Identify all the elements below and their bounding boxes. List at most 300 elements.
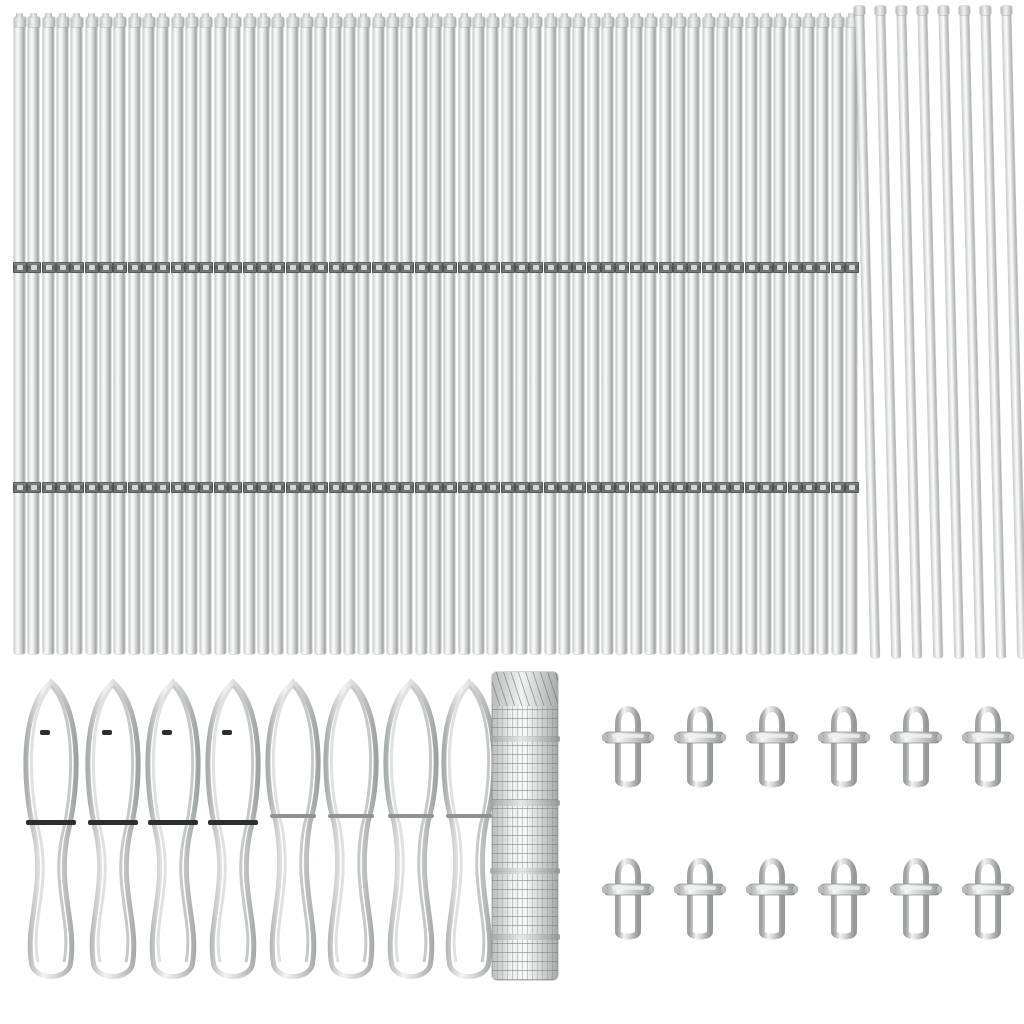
post-clip <box>243 262 257 273</box>
post-tip <box>274 13 281 18</box>
post-clip <box>630 482 644 493</box>
post-clip <box>831 262 845 273</box>
post-clip <box>400 482 414 493</box>
post-clip <box>687 262 701 273</box>
post-cap <box>258 17 270 27</box>
brace-cap <box>896 6 907 15</box>
brace-post <box>918 14 943 658</box>
post-clip <box>113 482 127 493</box>
post-clip <box>845 262 859 273</box>
post-cap <box>459 17 471 27</box>
post-cap <box>516 17 528 27</box>
brace-post <box>855 14 880 658</box>
fence-post <box>502 26 513 654</box>
post-tip <box>16 13 23 18</box>
post-cap <box>186 17 198 27</box>
post-tip <box>317 13 324 18</box>
post-cap <box>789 17 801 27</box>
fence-post <box>588 26 599 654</box>
post-cap <box>602 17 614 27</box>
fence-post <box>473 26 484 654</box>
post-clip <box>286 482 300 493</box>
post-tip <box>159 13 166 18</box>
fence-post <box>559 26 570 654</box>
post-cap <box>616 17 628 27</box>
post-clip <box>429 262 443 273</box>
post-tip <box>332 13 339 18</box>
fence-post <box>760 26 771 654</box>
fence-post <box>86 26 97 654</box>
strainer-clamp <box>886 694 946 790</box>
post-tip <box>188 13 195 18</box>
post-tip <box>418 13 425 18</box>
fence-post <box>602 26 613 654</box>
post-clip <box>702 262 716 273</box>
fence-post <box>57 26 68 654</box>
post-clip <box>429 482 443 493</box>
strainer-clamp <box>814 694 874 790</box>
fence-post <box>803 26 814 654</box>
fence-post <box>200 26 211 654</box>
post-clip <box>443 482 457 493</box>
fence-post <box>674 26 685 654</box>
post-tip <box>131 13 138 18</box>
fence-post <box>717 26 728 654</box>
post-tip <box>432 13 439 18</box>
wire-coil <box>18 674 84 984</box>
post-cap <box>645 17 657 27</box>
post-clip <box>372 262 386 273</box>
post-cap <box>717 17 729 27</box>
post-cap <box>344 17 356 27</box>
post-clip <box>816 482 830 493</box>
post-clip <box>601 262 615 273</box>
post-tip <box>719 13 726 18</box>
post-tip <box>590 13 597 18</box>
post-cap <box>373 17 385 27</box>
post-clip <box>615 482 629 493</box>
post-clip <box>386 262 400 273</box>
post-clip <box>845 482 859 493</box>
fence-post <box>287 26 298 654</box>
post-tip <box>575 13 582 18</box>
post-tip <box>633 13 640 18</box>
fence-post <box>817 26 828 654</box>
fence-post <box>215 26 226 654</box>
post-clip <box>142 482 156 493</box>
fence-post <box>459 26 470 654</box>
post-clip <box>572 262 586 273</box>
post-clip <box>128 482 142 493</box>
post-clip <box>587 482 601 493</box>
post-clip <box>443 262 457 273</box>
fence-post <box>530 26 541 654</box>
post-clip <box>400 262 414 273</box>
fence-post <box>703 26 714 654</box>
fence-post <box>100 26 111 654</box>
strainer-clamp <box>958 694 1018 790</box>
fence-post <box>573 26 584 654</box>
post-tip <box>45 13 52 18</box>
fence-post <box>631 26 642 654</box>
strainer-clamp <box>814 846 874 942</box>
post-tip <box>819 13 826 18</box>
fence-post <box>258 26 269 654</box>
post-tip <box>504 13 511 18</box>
post-tip <box>805 13 812 18</box>
post-cap <box>573 17 585 27</box>
post-clip <box>257 482 271 493</box>
post-cap <box>817 17 829 27</box>
post-clip <box>716 262 730 273</box>
post-clip <box>171 262 185 273</box>
post-clip <box>70 482 84 493</box>
post-clip <box>113 262 127 273</box>
fence-post <box>487 26 498 654</box>
post-cap <box>631 17 643 27</box>
post-tip <box>662 13 669 18</box>
mesh-roll <box>492 672 558 980</box>
post-clip <box>788 482 802 493</box>
fence-post <box>344 26 355 654</box>
post-tip <box>647 13 654 18</box>
post-tip <box>834 13 841 18</box>
brace-cap <box>959 6 970 15</box>
post-clip <box>99 482 113 493</box>
brace-post <box>960 14 985 658</box>
post-clip <box>788 262 802 273</box>
post-cap <box>172 17 184 27</box>
post-tip <box>289 13 296 18</box>
post-clip <box>716 482 730 493</box>
post-clip <box>730 262 744 273</box>
post-tip <box>446 13 453 18</box>
brace-post <box>1002 14 1024 658</box>
post-clip <box>271 482 285 493</box>
post-cap <box>86 17 98 27</box>
post-clip <box>343 482 357 493</box>
post-cap <box>674 17 686 27</box>
fence-post <box>789 26 800 654</box>
wire-coil <box>140 674 206 984</box>
fence-post <box>387 26 398 654</box>
post-cap <box>387 17 399 27</box>
fence-post <box>301 26 312 654</box>
post-clip <box>214 482 228 493</box>
wire-coil <box>200 674 266 984</box>
post-cap <box>530 17 542 27</box>
post-tip <box>690 13 697 18</box>
post-cap <box>487 17 499 27</box>
post-cap <box>545 17 557 27</box>
post-clip <box>286 262 300 273</box>
post-cap <box>688 17 700 27</box>
post-clip <box>13 262 27 273</box>
post-clip <box>773 262 787 273</box>
post-tip <box>547 13 554 18</box>
post-cap <box>559 17 571 27</box>
post-tip <box>217 13 224 18</box>
fence-post <box>14 26 25 654</box>
post-tip <box>145 13 152 18</box>
strainer-clamp <box>742 694 802 790</box>
post-cap <box>43 17 55 27</box>
post-clip <box>42 482 56 493</box>
post-tip <box>733 13 740 18</box>
post-tip <box>748 13 755 18</box>
fence-post <box>846 26 857 654</box>
post-cap <box>301 17 313 27</box>
post-clip <box>27 262 41 273</box>
brace-cap <box>917 6 928 15</box>
brace-cap <box>854 6 865 15</box>
post-clip <box>70 262 84 273</box>
mesh-roll-top <box>492 672 558 706</box>
post-cap <box>473 17 485 27</box>
post-clip <box>185 262 199 273</box>
post-clip <box>42 262 56 273</box>
fence-post <box>516 26 527 654</box>
post-clip <box>486 262 500 273</box>
post-cap <box>588 17 600 27</box>
fence-post <box>129 26 140 654</box>
fence-post <box>272 26 283 654</box>
post-clip <box>515 482 529 493</box>
fence-post <box>688 26 699 654</box>
post-tip <box>518 13 525 18</box>
post-tip <box>59 13 66 18</box>
post-tip <box>116 13 123 18</box>
post-clip <box>415 482 429 493</box>
post-cap <box>416 17 428 27</box>
post-clip <box>357 482 371 493</box>
post-tip <box>246 13 253 18</box>
post-clip <box>501 262 515 273</box>
post-clip <box>529 262 543 273</box>
fence-post <box>660 26 671 654</box>
post-clip <box>458 482 472 493</box>
post-clip <box>773 482 787 493</box>
fence-post <box>545 26 556 654</box>
post-clip <box>572 482 586 493</box>
post-clip <box>228 262 242 273</box>
post-clip <box>558 262 572 273</box>
post-tip <box>260 13 267 18</box>
fence-post <box>43 26 54 654</box>
strainer-clamp <box>958 846 1018 942</box>
post-cap <box>660 17 672 27</box>
brace-cap <box>875 6 886 15</box>
post-clip <box>228 482 242 493</box>
post-tip <box>762 13 769 18</box>
post-clip <box>587 262 601 273</box>
fence-post <box>430 26 441 654</box>
post-clip <box>199 262 213 273</box>
post-cap <box>731 17 743 27</box>
post-clip <box>343 262 357 273</box>
post-clip <box>372 482 386 493</box>
brace-post <box>939 14 964 658</box>
post-cap <box>143 17 155 27</box>
post-clip <box>673 482 687 493</box>
post-clip <box>300 262 314 273</box>
post-clip <box>472 262 486 273</box>
wire-coil <box>80 674 146 984</box>
post-cap <box>100 17 112 27</box>
post-clip <box>659 482 673 493</box>
post-clip <box>415 262 429 273</box>
post-clip <box>257 262 271 273</box>
strainer-clamp <box>598 694 658 790</box>
post-cap <box>444 17 456 27</box>
post-clip <box>802 262 816 273</box>
fence-post <box>114 26 125 654</box>
post-clip <box>458 262 472 273</box>
strainer-clamp <box>670 846 730 942</box>
post-clip <box>314 482 328 493</box>
post-clip <box>644 262 658 273</box>
post-clip <box>558 482 572 493</box>
post-clip <box>802 482 816 493</box>
post-cap <box>430 17 442 27</box>
post-cap <box>200 17 212 27</box>
wire-coil <box>260 674 326 984</box>
brace-post <box>981 14 1006 658</box>
post-tip <box>88 13 95 18</box>
post-clip <box>759 262 773 273</box>
post-tip <box>489 13 496 18</box>
post-tip <box>705 13 712 18</box>
post-cap <box>244 17 256 27</box>
post-clip <box>85 482 99 493</box>
post-tip <box>776 13 783 18</box>
post-clip <box>501 482 515 493</box>
post-tip <box>403 13 410 18</box>
post-clip <box>85 262 99 273</box>
scene-title <box>0 0 1 1</box>
post-clip <box>529 482 543 493</box>
post-clip <box>329 482 343 493</box>
post-clip <box>386 482 400 493</box>
post-cap <box>215 17 227 27</box>
post-cap <box>774 17 786 27</box>
post-tip <box>375 13 382 18</box>
post-clip <box>142 262 156 273</box>
post-clip <box>816 262 830 273</box>
post-clip <box>99 262 113 273</box>
post-clip <box>27 482 41 493</box>
fence-post <box>315 26 326 654</box>
post-tip <box>174 13 181 18</box>
strainer-clamp <box>598 846 658 942</box>
post-clip <box>673 262 687 273</box>
wire-coil <box>378 674 444 984</box>
fence-post <box>71 26 82 654</box>
post-clip <box>185 482 199 493</box>
post-clip <box>199 482 213 493</box>
fence-post <box>774 26 785 654</box>
fence-post <box>143 26 154 654</box>
post-cap <box>760 17 772 27</box>
post-clip <box>745 482 759 493</box>
post-clip <box>300 482 314 493</box>
post-cap <box>703 17 715 27</box>
post-cap <box>803 17 815 27</box>
post-clip <box>486 482 500 493</box>
post-tip <box>389 13 396 18</box>
post-tip <box>618 13 625 18</box>
fence-post <box>229 26 240 654</box>
post-tip <box>532 13 539 18</box>
fence-post <box>746 26 757 654</box>
strainer-clamp <box>670 694 730 790</box>
post-tip <box>303 13 310 18</box>
strainer-clamp <box>742 846 802 942</box>
post-clip <box>702 482 716 493</box>
fence-post <box>401 26 412 654</box>
post-cap <box>71 17 83 27</box>
post-tip <box>791 13 798 18</box>
fence-post <box>731 26 742 654</box>
post-cap <box>28 17 40 27</box>
post-clip <box>472 482 486 493</box>
post-clip <box>630 262 644 273</box>
post-clip <box>687 482 701 493</box>
fence-post <box>616 26 627 654</box>
post-tip <box>360 13 367 18</box>
post-cap <box>287 17 299 27</box>
post-tip <box>475 13 482 18</box>
post-clip <box>128 262 142 273</box>
post-clip <box>357 262 371 273</box>
post-clip <box>329 262 343 273</box>
post-tip <box>604 13 611 18</box>
post-clip <box>243 482 257 493</box>
mesh-roll-band <box>490 934 560 940</box>
strainer-clamp <box>886 846 946 942</box>
post-tip <box>73 13 80 18</box>
fence-post <box>444 26 455 654</box>
post-cap <box>14 17 26 27</box>
post-cap <box>57 17 69 27</box>
post-clip <box>615 262 629 273</box>
post-clip <box>271 262 285 273</box>
post-tip <box>461 13 468 18</box>
brace-cap <box>980 6 991 15</box>
post-clip <box>156 482 170 493</box>
post-tip <box>102 13 109 18</box>
scene-caption <box>0 0 1 1</box>
post-clip <box>56 482 70 493</box>
post-cap <box>401 17 413 27</box>
post-cap <box>157 17 169 27</box>
post-clip <box>745 262 759 273</box>
post-clip <box>659 262 673 273</box>
brace-post <box>897 14 922 658</box>
post-clip <box>171 482 185 493</box>
post-cap <box>114 17 126 27</box>
post-cap <box>129 17 141 27</box>
brace-cap <box>938 6 949 15</box>
post-cap <box>272 17 284 27</box>
fence-post <box>186 26 197 654</box>
post-cap <box>746 17 758 27</box>
fence-post <box>157 26 168 654</box>
post-clip <box>214 262 228 273</box>
post-tip <box>30 13 37 18</box>
post-clip <box>644 482 658 493</box>
post-cap <box>229 17 241 27</box>
